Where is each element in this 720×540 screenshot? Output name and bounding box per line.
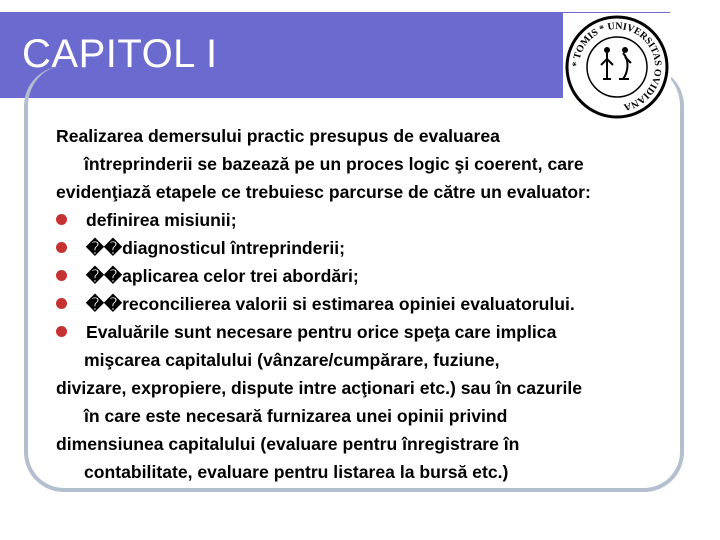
bullet-text: ��diagnosticul întreprinderii; (86, 238, 345, 258)
bullet-icon (56, 326, 67, 337)
svg-text:* TOMIS * UNIVERSITAS OVIDIANA: * TOMIS * UNIVERSITAS OVIDIANA (570, 20, 664, 113)
paragraph-line: Realizarea demersului practic presupus de evaluarea (56, 126, 500, 146)
bullet-item (56, 290, 696, 318)
bullet-item (56, 234, 696, 262)
bullet-icon (56, 242, 67, 253)
slide-title: CAPITOL I (22, 32, 218, 76)
seal-icon (563, 13, 671, 121)
continuation-line: în care este necesară furnizarea unei opinii privind (84, 406, 508, 426)
university-seal-logo (563, 13, 671, 121)
slide-body (56, 122, 696, 486)
bullet-icon (56, 298, 67, 309)
bullet-item (56, 206, 696, 234)
bullet-text: definirea misiunii; (86, 210, 237, 230)
continuation-line: divizare, expropiere, dispute intre acţionari etc.) sau în cazurile (56, 378, 583, 398)
continuation-line: mişcarea capitalului (vânzare/cumpărare, fuziune, (84, 350, 500, 370)
bullet-icon (56, 270, 67, 281)
bullet-item (56, 262, 696, 290)
bullet-icon (56, 214, 67, 225)
paragraph-line: evidenţiază etapele ce trebuiesc parcurse de către un evaluator: (56, 182, 591, 202)
continuation-line: contabilitate, evaluare pentru listarea la bursă etc.) (84, 462, 509, 482)
bullet-text: ��reconcilierea valorii si estimarea opiniei evaluatorului. (86, 294, 575, 314)
continuation-line: dimensiunea capitalului (evaluare pentru înregistrare în (56, 434, 520, 454)
bullet-item (56, 318, 696, 346)
bullet-text: ��aplicarea celor trei abordări; (86, 266, 359, 286)
bullet-text: Evaluările sunt necesare pentru orice speţa care implica (86, 322, 557, 342)
paragraph-line: întreprinderii se bazează pe un proces logic şi coerent, care (84, 154, 584, 174)
